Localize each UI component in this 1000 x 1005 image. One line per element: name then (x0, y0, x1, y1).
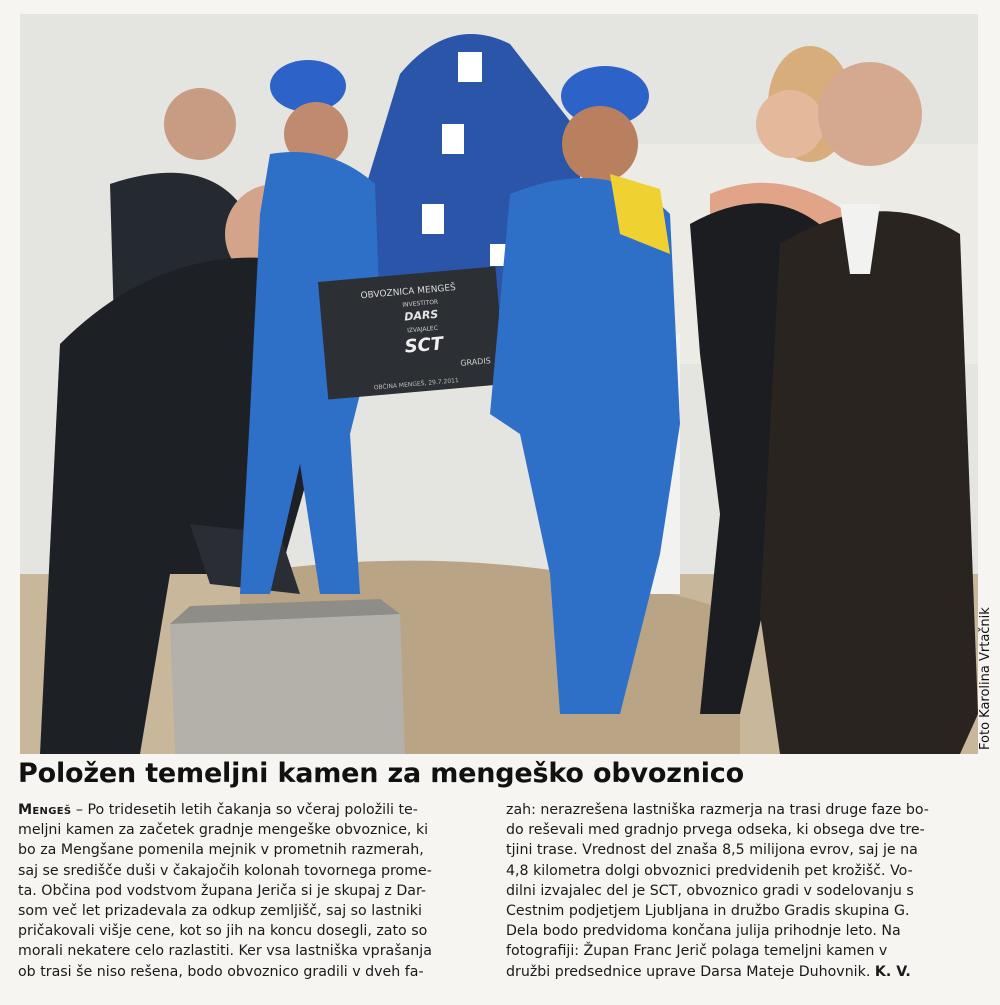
text-line: fotografiji: Župan Franc Jerič polaga temeljni kamen v (506, 943, 888, 960)
text-line: do reševali med gradnjo prvega odseka, ki obsega dve tre- (506, 822, 925, 839)
text-line: bo za Mengšane pomenila mejnik v prometnih razmerah, (18, 842, 424, 859)
text-line: 4,8 kilometra dolgi obvoznici predvidenih pet krožišč. Vo- (506, 862, 913, 879)
text-line: meljni kamen za začetek gradnje mengeške obvoznice, ki (18, 822, 429, 839)
plaque-line3: DARS (403, 307, 439, 324)
text-line: morali nekatere celo razlastiti. Ker vsa lastniška vprašanja (18, 943, 432, 960)
text-line: Cestnim podjetjem Ljubljana in družbo Gradis skupina G. (506, 903, 910, 920)
text-line: dilni izvajalec del je SCT, obvoznico gradi v sodelovanju s (506, 882, 914, 899)
text-line: Dela bodo predvidoma končana julija prihodnje leto. Na (506, 923, 901, 940)
photo-credit: Foto Karolina Vrtačnik (978, 607, 993, 750)
article-body (18, 800, 980, 1000)
text-line: som več let prizadevala za odkup zemljišč, saj so lastniki (18, 903, 422, 920)
article-headline: Položen temeljni kamen za mengeško obvoznico (18, 758, 744, 789)
plaque-line4: IZVAJALEC (406, 324, 439, 335)
plaque-line2: INVESTITOR (402, 298, 439, 309)
text-line: Mengeš – Po tridesetih letih čakanja so včeraj položili te- (18, 802, 418, 818)
article-column-2 (506, 800, 980, 1000)
text-line: zah: nerazrešena lastniška razmerja na trasi druge faze bo- (506, 802, 929, 818)
plaque-line5: SCT (403, 333, 445, 358)
text-line: tjini trase. Vrednost del znaša 8,5 milijona evrov, saj je na (506, 842, 918, 859)
text-line: ta. Občina pod vodstvom župana Jeriča si je skupaj z Dar- (18, 882, 427, 899)
byline: K. V. (874, 963, 911, 980)
plaque-line7: OBČINA MENGEŠ, 29.7.2011 (373, 377, 460, 392)
text-line: ob trasi še niso rešena, bodo obvoznico gradili v dveh fa- (18, 963, 424, 980)
text-line: saj se središče duši v čakajočih kolonah tovornega prome- (18, 862, 432, 879)
text-line: družbi predsednice uprave Darsa Mateje Duhovnik. K. V. (506, 963, 911, 980)
plaque-line6: GRADIS (459, 356, 492, 368)
photo-illustration (20, 14, 978, 754)
plaque-line1: OBVOZNICA MENGEŠ (360, 283, 457, 302)
text-line: pričakovali višje cene, kot so jih na koncu dosegli, zato so (18, 923, 428, 940)
dateline: Mengeš (18, 802, 72, 818)
news-photo (20, 14, 978, 754)
article-column-1 (18, 800, 492, 1000)
